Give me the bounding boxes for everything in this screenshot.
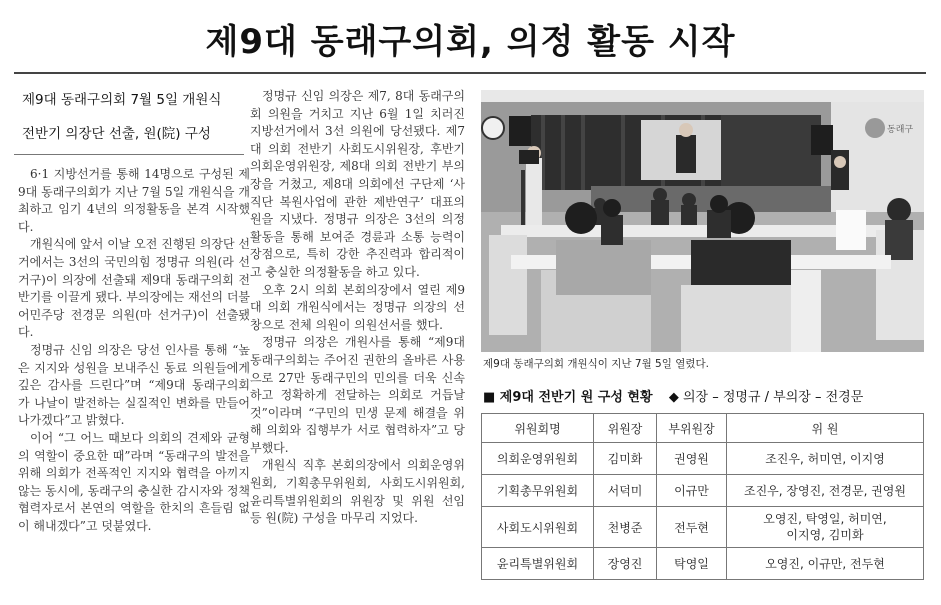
members-cell (727, 507, 924, 548)
committee-cell: 윤리특별위원회 (482, 548, 594, 580)
paragraph: 개원식 직후 본회의장에서 의회운영위원회, 기획총무위원회, 사회도시위원회, 윤리특별위원회의 위원장 및 위원 선임 등 원(院) 구성을 마무리 지었다. (250, 458, 465, 526)
committee-table (481, 413, 924, 580)
vice-chair-cell: 권영원 (657, 443, 727, 475)
table-row (482, 443, 924, 475)
paragraph: 정명규 신임 의장은 제7, 8대 동래구의회 의원을 거치고 지난 6월 1일 치러진 지방선거에서 3선 의원에 당선됐다. 제7대 의회 전반기 사회도시위원장, 후반기 의회운영위원장, 제8대 의회 전반기 부의장을 거쳤고, 제8대 의회에선 구단제 ‘사직단 복원사업에 관한 제반연구’ 대표의원을 지냈다. 정명규 의장은 3선의 의정활동을 통해 보여준 경륜과 소통 능력이 장점으로, 특히 강한 추진력과 합리적이고 충실한 의정활동을 하고 있다. (250, 89, 465, 279)
council-opening-photo (481, 90, 924, 352)
members-line: 오영진, 이규만, 전두현 (765, 556, 885, 571)
members-line: 오영진, 탁영일, 허미연, (763, 512, 887, 526)
chair-cell: 서덕미 (594, 475, 657, 507)
paragraph: 6·1 지방선거를 통해 14명으로 구성된 제9대 동래구의회가 지난 7월 5일 개원식을 개최하고 임기 4년의 의정활동을 본격 시작했다. (18, 167, 250, 234)
header-members: 위 원 (727, 414, 924, 443)
emblem-text: 동래구 (887, 125, 914, 135)
article-column-2 (250, 88, 465, 528)
header-chair: 위원장 (594, 414, 657, 443)
paragraph: 오후 2시 의회 본회의장에서 열린 제9대 의회 개원식에서는 정명규 의장의 선창으로 전체 의원이 의원선서를 했다. (250, 282, 465, 332)
paragraph: 정명규 의장은 개원사를 통해 “제9대 동래구의회는 주어진 권한의 올바른 사용으로 27만 동래구민의 민의를 더욱 신속하고 정확하게 전달하는 의회로 거듭날 것”이라며 “구민의 민생 문제 해결을 위해 의회와 집행부가 서로 협력하자”고 당부했다. (250, 335, 465, 455)
table-row (482, 548, 924, 580)
table-row (482, 507, 924, 548)
vice-chair-cell: 이규만 (657, 475, 727, 507)
article-column-1 (18, 166, 250, 535)
chair-cell: 장영진 (594, 548, 657, 580)
table-title-sub: ◆ 의장 – 정명규 / 부의장 – 전경문 (668, 390, 864, 405)
table-title (483, 386, 863, 405)
vice-chair-cell: 탁영일 (657, 548, 727, 580)
committee-cell: 기획총무위원회 (482, 475, 594, 507)
members-line: 이지영, 김미화 (786, 528, 864, 542)
members-cell (727, 475, 924, 507)
subheadline-1: 제9대 동래구의회 7월 5일 개원식 (22, 92, 222, 108)
headline: 제9대 동래구의회, 의정 활동 시작 (205, 22, 736, 62)
photo-caption: 제9대 동래구의회 개원식이 지난 7월 5일 열렸다. (483, 358, 709, 370)
subheadline-2: 전반기 의장단 선출, 원(院) 구성 (22, 126, 211, 142)
chair-cell: 천병준 (594, 507, 657, 548)
header-committee: 위원회명 (482, 414, 594, 443)
committee-cell: 의회운영위원회 (482, 443, 594, 475)
members-line: 조진우, 장영진, 전경문, 권영원 (744, 483, 906, 498)
members-cell (727, 548, 924, 580)
vice-chair-cell: 전두현 (657, 507, 727, 548)
paragraph: 정명규 신임 의장은 당선 인사를 통해 “높은 지지와 성원을 보내주신 동료 의원들에게 깊은 감사를 드린다”며 “제9대 동래구의회가 나날이 발전하는 실질적인 변화를 만들어 나가겠다”고 밝혔다. (18, 342, 250, 428)
headline-rule (14, 72, 926, 74)
committee-cell: 사회도시위원회 (482, 507, 594, 548)
chair-cell: 김미화 (594, 443, 657, 475)
subheadline-rule (14, 154, 244, 155)
table-row (482, 475, 924, 507)
members-cell (727, 443, 924, 475)
paragraph: 이어 “그 어느 때보다 의회의 견제와 균형의 역할이 중요한 때”라며 “동래구의 발전을 위해 의회가 전폭적인 지지와 협력을 아끼지 않는 동시에, 동래구의 충실한 감시자와 정책 협력자로서 본연의 역할을 한치의 흔들림 없이 해내겠다”고 덧붙였다. (18, 430, 250, 533)
members-line: 조진우, 허미연, 이지영 (765, 451, 885, 466)
table-header-row (482, 414, 924, 443)
table-title-main: ■ 제9대 전반기 원 구성 현황 (483, 390, 653, 405)
paragraph: 개원식에 앞서 이날 오전 진행된 의장단 선거에서는 3선의 국민의힘 정명규 의원(라 선거구)이 의장에 선출돼 제9대 동래구의회 전반기를 이끌게 됐다. 부의장에는 재선의 더불어민주당 전경문 의원(마 선거구)이 선출됐다. (18, 237, 250, 340)
header-vice-chair: 부위원장 (657, 414, 727, 443)
